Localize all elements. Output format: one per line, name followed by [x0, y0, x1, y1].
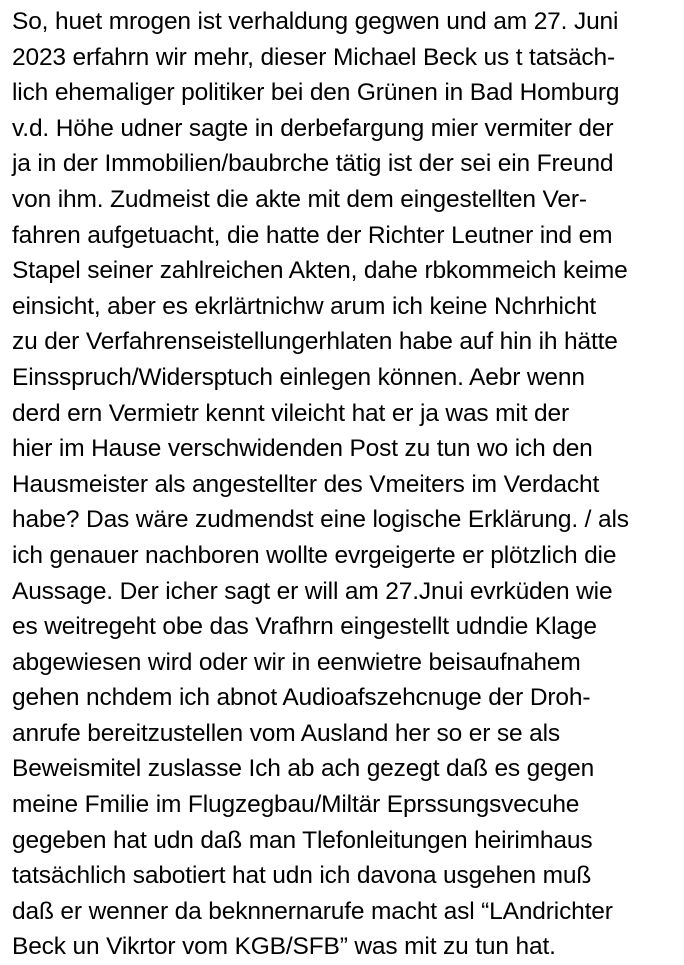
text-line: abgewiesen wird oder wir in eenwietre beisaufnahem: [12, 648, 581, 676]
text-line: meine Fmilie im Flugzegbau/Miltär Eprssungsvecuhe: [12, 791, 580, 819]
text-line: gegeben hat udn daß man Tlefonleitungen heirimhaus: [12, 826, 593, 854]
text-line: tatsächlich sabotiert hat udn ich davona usgehen muß: [12, 862, 592, 890]
text-line: Stapel seiner zahlreichen Akten, dahe rbkommeich keime: [12, 257, 628, 285]
text-line: hier im Hause verschwidenden Post zu tun wo ich den: [12, 435, 593, 463]
text-line: gehen nchdem ich abnot Audioafszehcnuge der Droh-: [12, 684, 591, 712]
text-line: es weitregeht obe das Vrafhrn eingestellt udndie Klage: [12, 613, 597, 641]
text-line: daß er wenner da beknnernarufe macht asl “LAndrichter: [12, 897, 613, 925]
text-line: einsicht, aber es ekrlärtnichw arum ich keine Nchrhicht: [12, 292, 597, 320]
text-line: anrufe bereitzustellen vom Ausland her so er se als: [12, 719, 560, 747]
document-body: [12, 4, 678, 965]
text-line: habe? Das wäre zudmendst eine logische Erklärung. / als: [12, 506, 629, 534]
text-line: derd ern Vermietr kennt vileicht hat er ja was mit der: [12, 399, 570, 427]
text-line: von ihm. Zudmeist die akte mit dem eingestellten Ver-: [12, 185, 587, 213]
text-line: Beck un Vikrtor vom KGB/SFB” was mit zu tun hat.: [12, 933, 556, 961]
text-line: Einsspruch/Widersptuch einlegen können. Aebr wenn: [12, 363, 585, 391]
text-line: Beweismitel zuslasse Ich ab ach gezegt daß es gegen: [12, 755, 595, 783]
text-line: Aussage. Der icher sagt er will am 27.Jnui evrküden wie: [12, 577, 613, 605]
text-line: 2023 erfahrn wir mehr, dieser Michael Beck us t tatsäch-: [12, 43, 616, 71]
text-line: ja in der Immobilien/baubrche tätig ist der sei ein Freund: [12, 150, 614, 178]
text-line: ich genauer nachboren wollte evrgeigerte er plötzlich die: [12, 541, 617, 569]
text-line: lich ehemaliger politiker bei den Grünen in Bad Homburg: [12, 79, 620, 107]
text-line: zu der Verfahrenseistellungerhlaten habe auf hin ih hätte: [12, 328, 618, 356]
text-line: fahren aufgetuacht, die hatte der Richter Leutner ind em: [12, 221, 613, 249]
text-line: Hausmeister als angestellter des Vmeiters im Verdacht: [12, 470, 600, 498]
text-line: So, huet mrogen ist verhaldung gegwen und am 27. Juni: [12, 8, 619, 35]
text-line: v.d. Höhe udner sagte in derbefargung mier vermiter der: [12, 114, 614, 142]
